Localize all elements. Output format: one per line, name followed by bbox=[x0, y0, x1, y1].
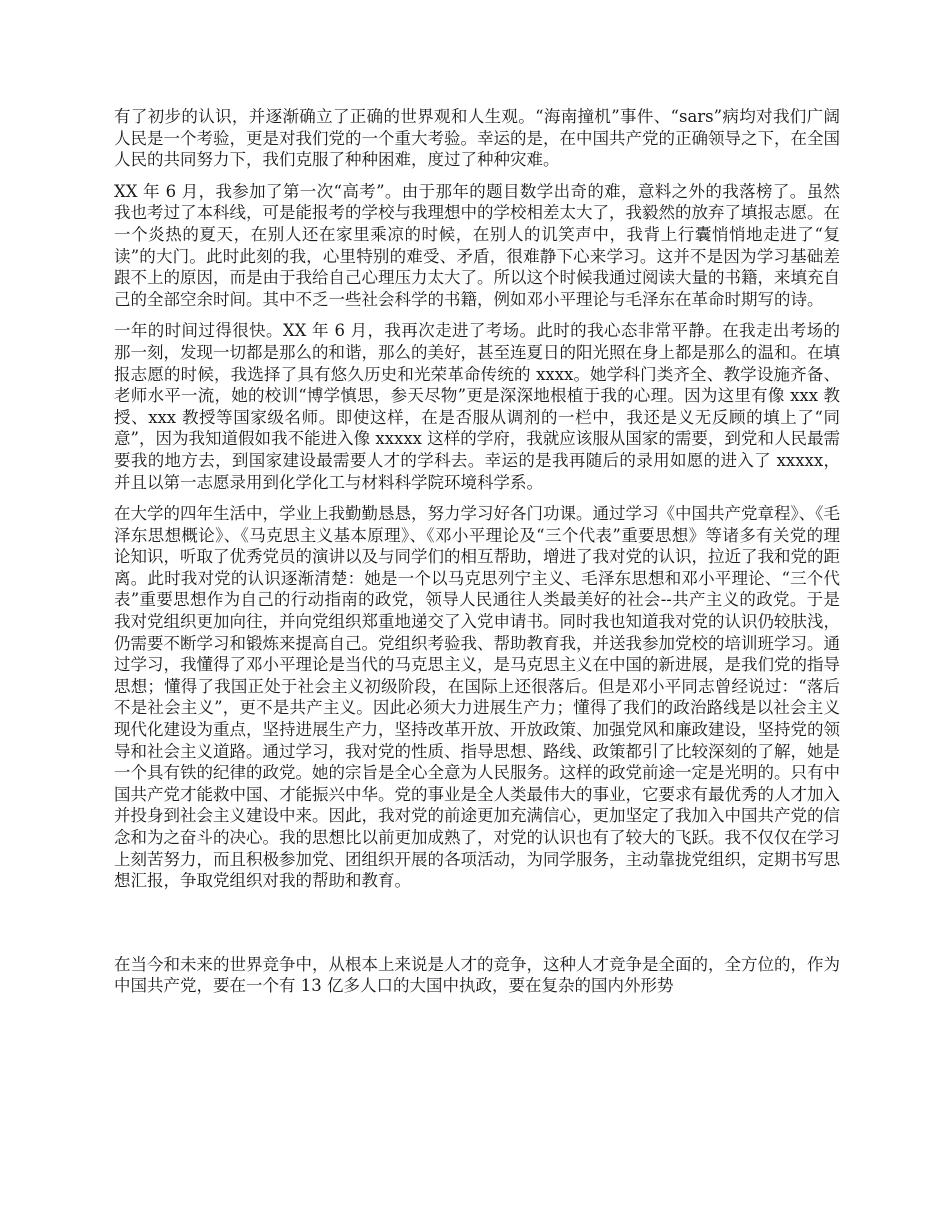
paragraph-talent-competition: 在当今和未来的世界竞争中，从根本上来说是人才的竞争，这种人才竞争是全面的，全方位的，作为中国共产党，要在一个有 13 亿多人口的大国中执政，要在复杂的国内外形势 bbox=[114, 954, 840, 996]
paragraph-second-exam: 一年的时间过得很快。XX 年 6 月，我再次走进了考场。此时的我心态非常平静。在我走出考场的那一刻，发现一切都是那么的和谐，那么的美好，甚至连夏日的阳光照在身上都是那么的温和。在填报志愿的时候，我选择了具有悠久历史和光荣革命传统的 xxxx。她学科门类齐全、教学设施齐备、老师水平一流，她的校训“博学慎思，参天尽物”更是深深地根植于我的心理。因为这里有像 xxx 教授、xxx 教授等国家级名师。即使这样，在是否服从调剂的一栏中，我还是义无反顾的填上了“同意”，因为我知道假如我不能进入像 xxxxx 这样的学府，我就应该服从国家的需要，到党和人民最需要我的地方去，到国家建设最需要人才的学科去。幸运的是我再随后的录用如愿的进入了 xxxxx，并且以第一志愿录用到化学化工与材料科学院环境科学系。 bbox=[114, 321, 840, 492]
paragraph-worldview: 有了初步的认识，并逐渐确立了正确的世界观和人生观。“海南撞机”事件、“sars”病均对我们广阔人民是一个考验，更是对我们党的一个重大考验。幸运的是，在中国共产党的正确领导之下，在全国人民的共同努力下，我们克服了种种困难，度过了种种灾难。 bbox=[114, 107, 840, 170]
document-body bbox=[114, 106, 840, 1007]
paragraph-university: 在大学的四年生活中，学业上我勤勤恳恳，努力学习好各门功课。通过学习《中国共产党章程》、《毛泽东思想概论》、《马克思主义基本原理》、《邓小平理论及“三个代表”重要思想》等诸多有关党的理论知识，听取了优秀党员的演讲以及与同学们的相互帮助，增进了我对党的认识，拉近了我和党的距离。此时我对党的认识逐渐清楚：她是一个以马克思列宁主义、毛泽东思想和邓小平理论、“三个代表”重要思想作为自己的行动指南的政党，领导人民通往人类最美好的社会--共产主义的政党。于是我对党组织更加向往，并向党组织郑重地递交了入党申请书。同时我也知道我对党的认识仍较肤浅，仍需要不断学习和锻炼来提高自己。党组织考验我、帮助教育我，并送我参加党校的培训班学习。通过学习，我懂得了邓小平理论是当代的马克思主义，是马克思主义在中国的新进展，是我们党的指导思想；懂得了我国正处于社会主义初级阶段，在国际上还很落后。但是邓小平同志曾经说过：“落后不是社会主义”，更不是共产主义。因此必须大力进展生产力；懂得了我们的政治路线是以社会主义现代化建设为重点，坚持进展生产力，坚持改革开放、开放政策、加强党风和廉政建设，坚持党的领导和社会主义道路。通过学习，我对党的性质、指导思想、路线、政策都引了比较深刻的了解，她是一个具有铁的纪律的政党。她的宗旨是全心全意为人民服务。这样的政党前途一定是光明的。只有中国共产党才能救中国、才能振兴中华。党的事业是全人类最伟大的事业，它要求有最优秀的人才加入并投身到社会主义建设中来。因此，我对党的前途更加充满信心，更加坚定了我加入中国共产党的信念和为之奋斗的决心。我的思想比以前更加成熟了，对党的认识也有了较大的飞跃。我不仅仅在学习上刻苦努力，而且积极参加党、团组织开展的各项活动，为同学服务，主动靠拢党组织，定期书写思想汇报，争取党组织对我的帮助和教育。 bbox=[114, 504, 840, 891]
paragraph-first-exam: XX 年 6 月，我参加了第一次“高考”。由于那年的题目数学出奇的难，意料之外的我落榜了。虽然我也考过了本科线，可是能报考的学校与我理想中的学校相差太大了，我毅然的放弃了填报志愿。在一个炎热的夏天，在别人还在家里乘凉的时候，在别人的讥笑声中，我背上行囊悄悄地走进了“复读”的大门。此时此刻的我，心里特别的难受、矛盾，很难静下心来学习。这并不是因为学习基础差跟不上的原因，而是由于我给自己心理压力太大了。所以这个时候我通过阅读大量的书籍，来填充自己的全部空余时间。其中不乏一些社会科学的书籍，例如邓小平理论与毛泽东在革命时期写的诗。 bbox=[114, 181, 840, 309]
